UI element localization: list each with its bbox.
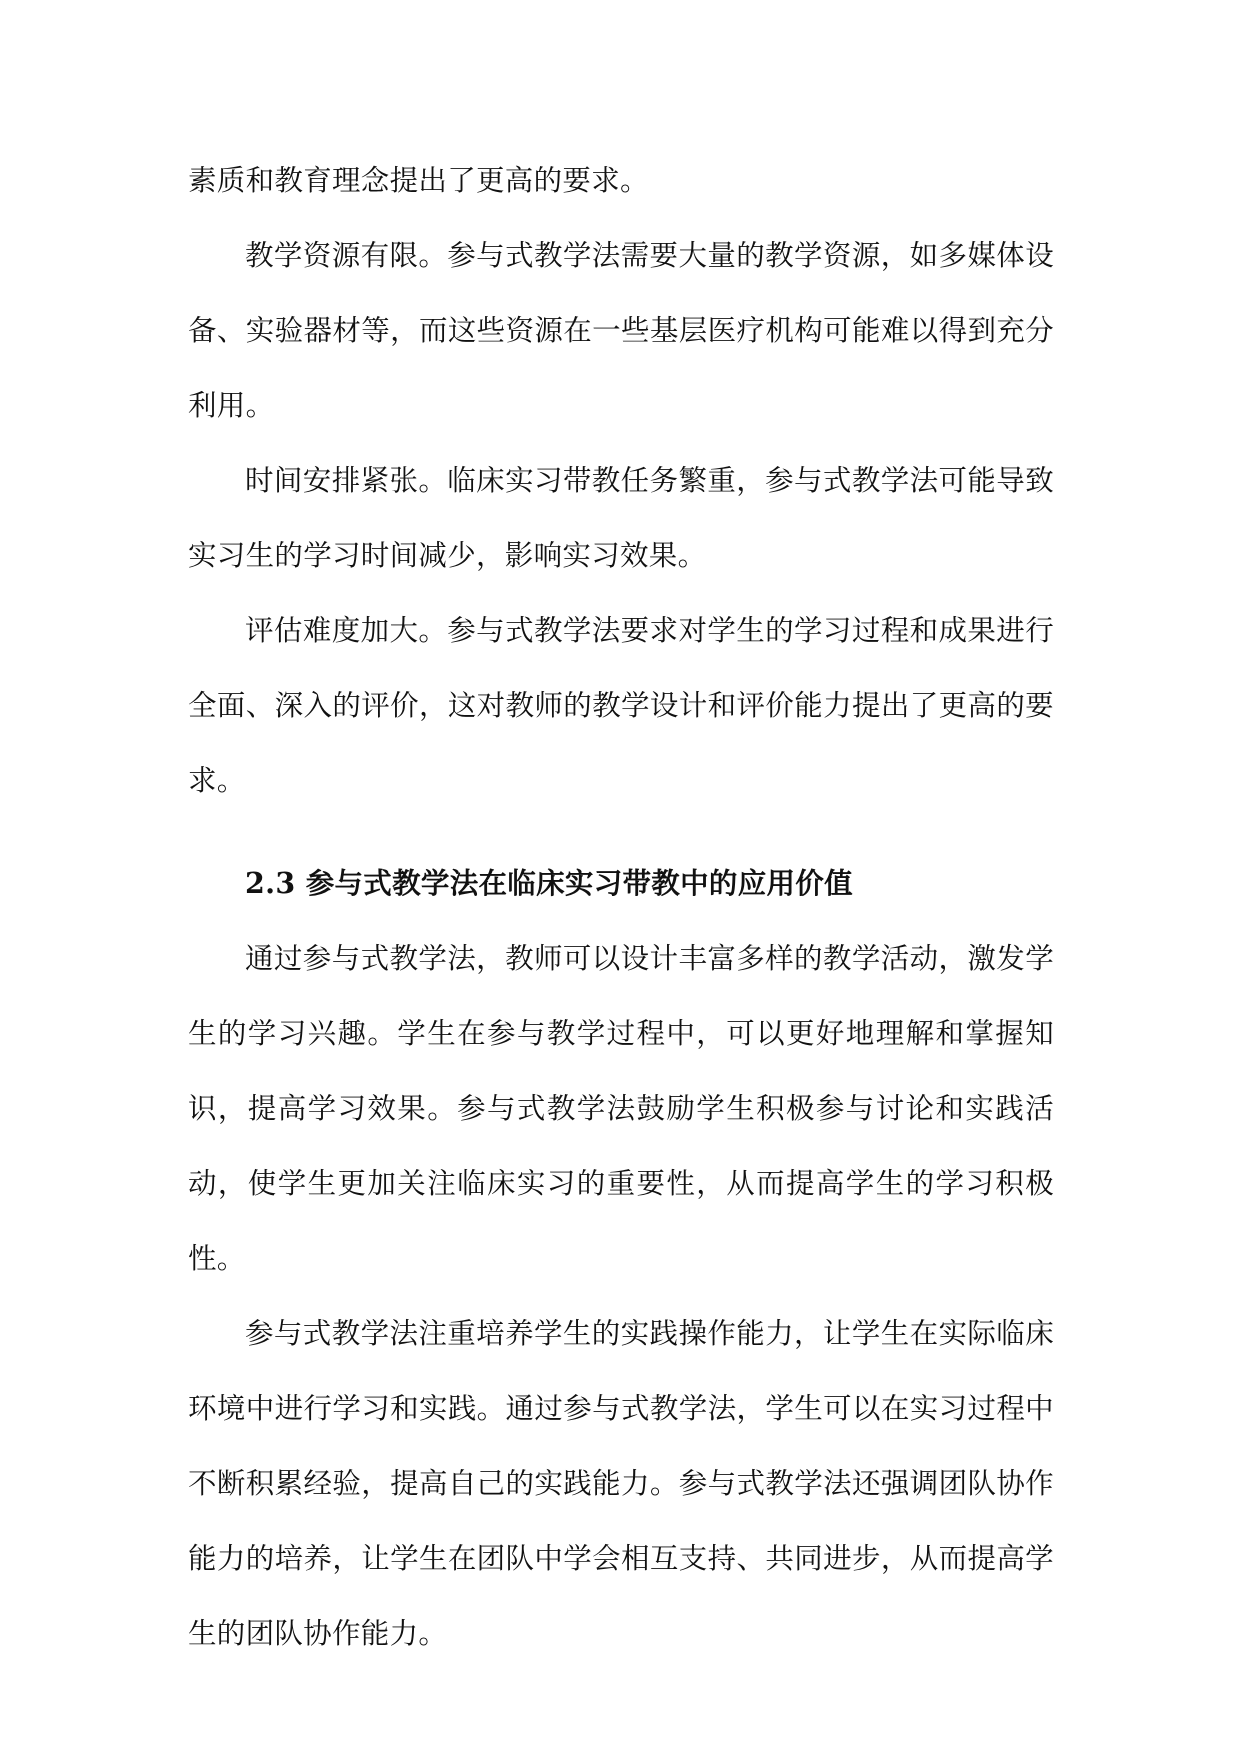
paragraph-evaluation-difficulty: 评估难度加大。参与式教学法要求对学生的学习过程和成果进行全面、深入的评价，这对教师的教学设计和评价能力提出了更高的要求。 (188, 614, 1054, 797)
paragraph-learning-interest: 通过参与式教学法，教师可以设计丰富多样的教学活动，激发学生的学习兴趣。学生在参与教学过程中，可以更好地理解和掌握知识，提高学习效果。参与式教学法鼓励学生积极参与讨论和实践活动，使学生更加关注临床实习的重要性，从而提高学生的学习积极性。 (188, 942, 1054, 1275)
paragraph-teaching-resources: 教学资源有限。参与式教学法需要大量的教学资源，如多媒体设备、实验器材等，而这些资源在一些基层医疗机构可能难以得到充分利用。 (188, 239, 1054, 422)
paragraph-time-arrangement: 时间安排紧张。临床实习带教任务繁重，参与式教学法可能导致实习生的学习时间减少，影响实习效果。 (188, 464, 1054, 572)
paragraph-continued: 素质和教育理念提出了更高的要求。 (188, 164, 649, 197)
document-body (188, 143, 1054, 1671)
section-heading: 2.3 参与式教学法在临床实习带教中的应用价值 (245, 866, 853, 900)
paragraph-practical-ability: 参与式教学法注重培养学生的实践操作能力，让学生在实际临床环境中进行学习和实践。通过参与式教学法，学生可以在实习过程中不断积累经验，提高自己的实践能力。参与式教学法还强调团队协作能力的培养，让学生在团队中学会相互支持、共同进步，从而提高学生的团队协作能力。 (188, 1317, 1054, 1650)
